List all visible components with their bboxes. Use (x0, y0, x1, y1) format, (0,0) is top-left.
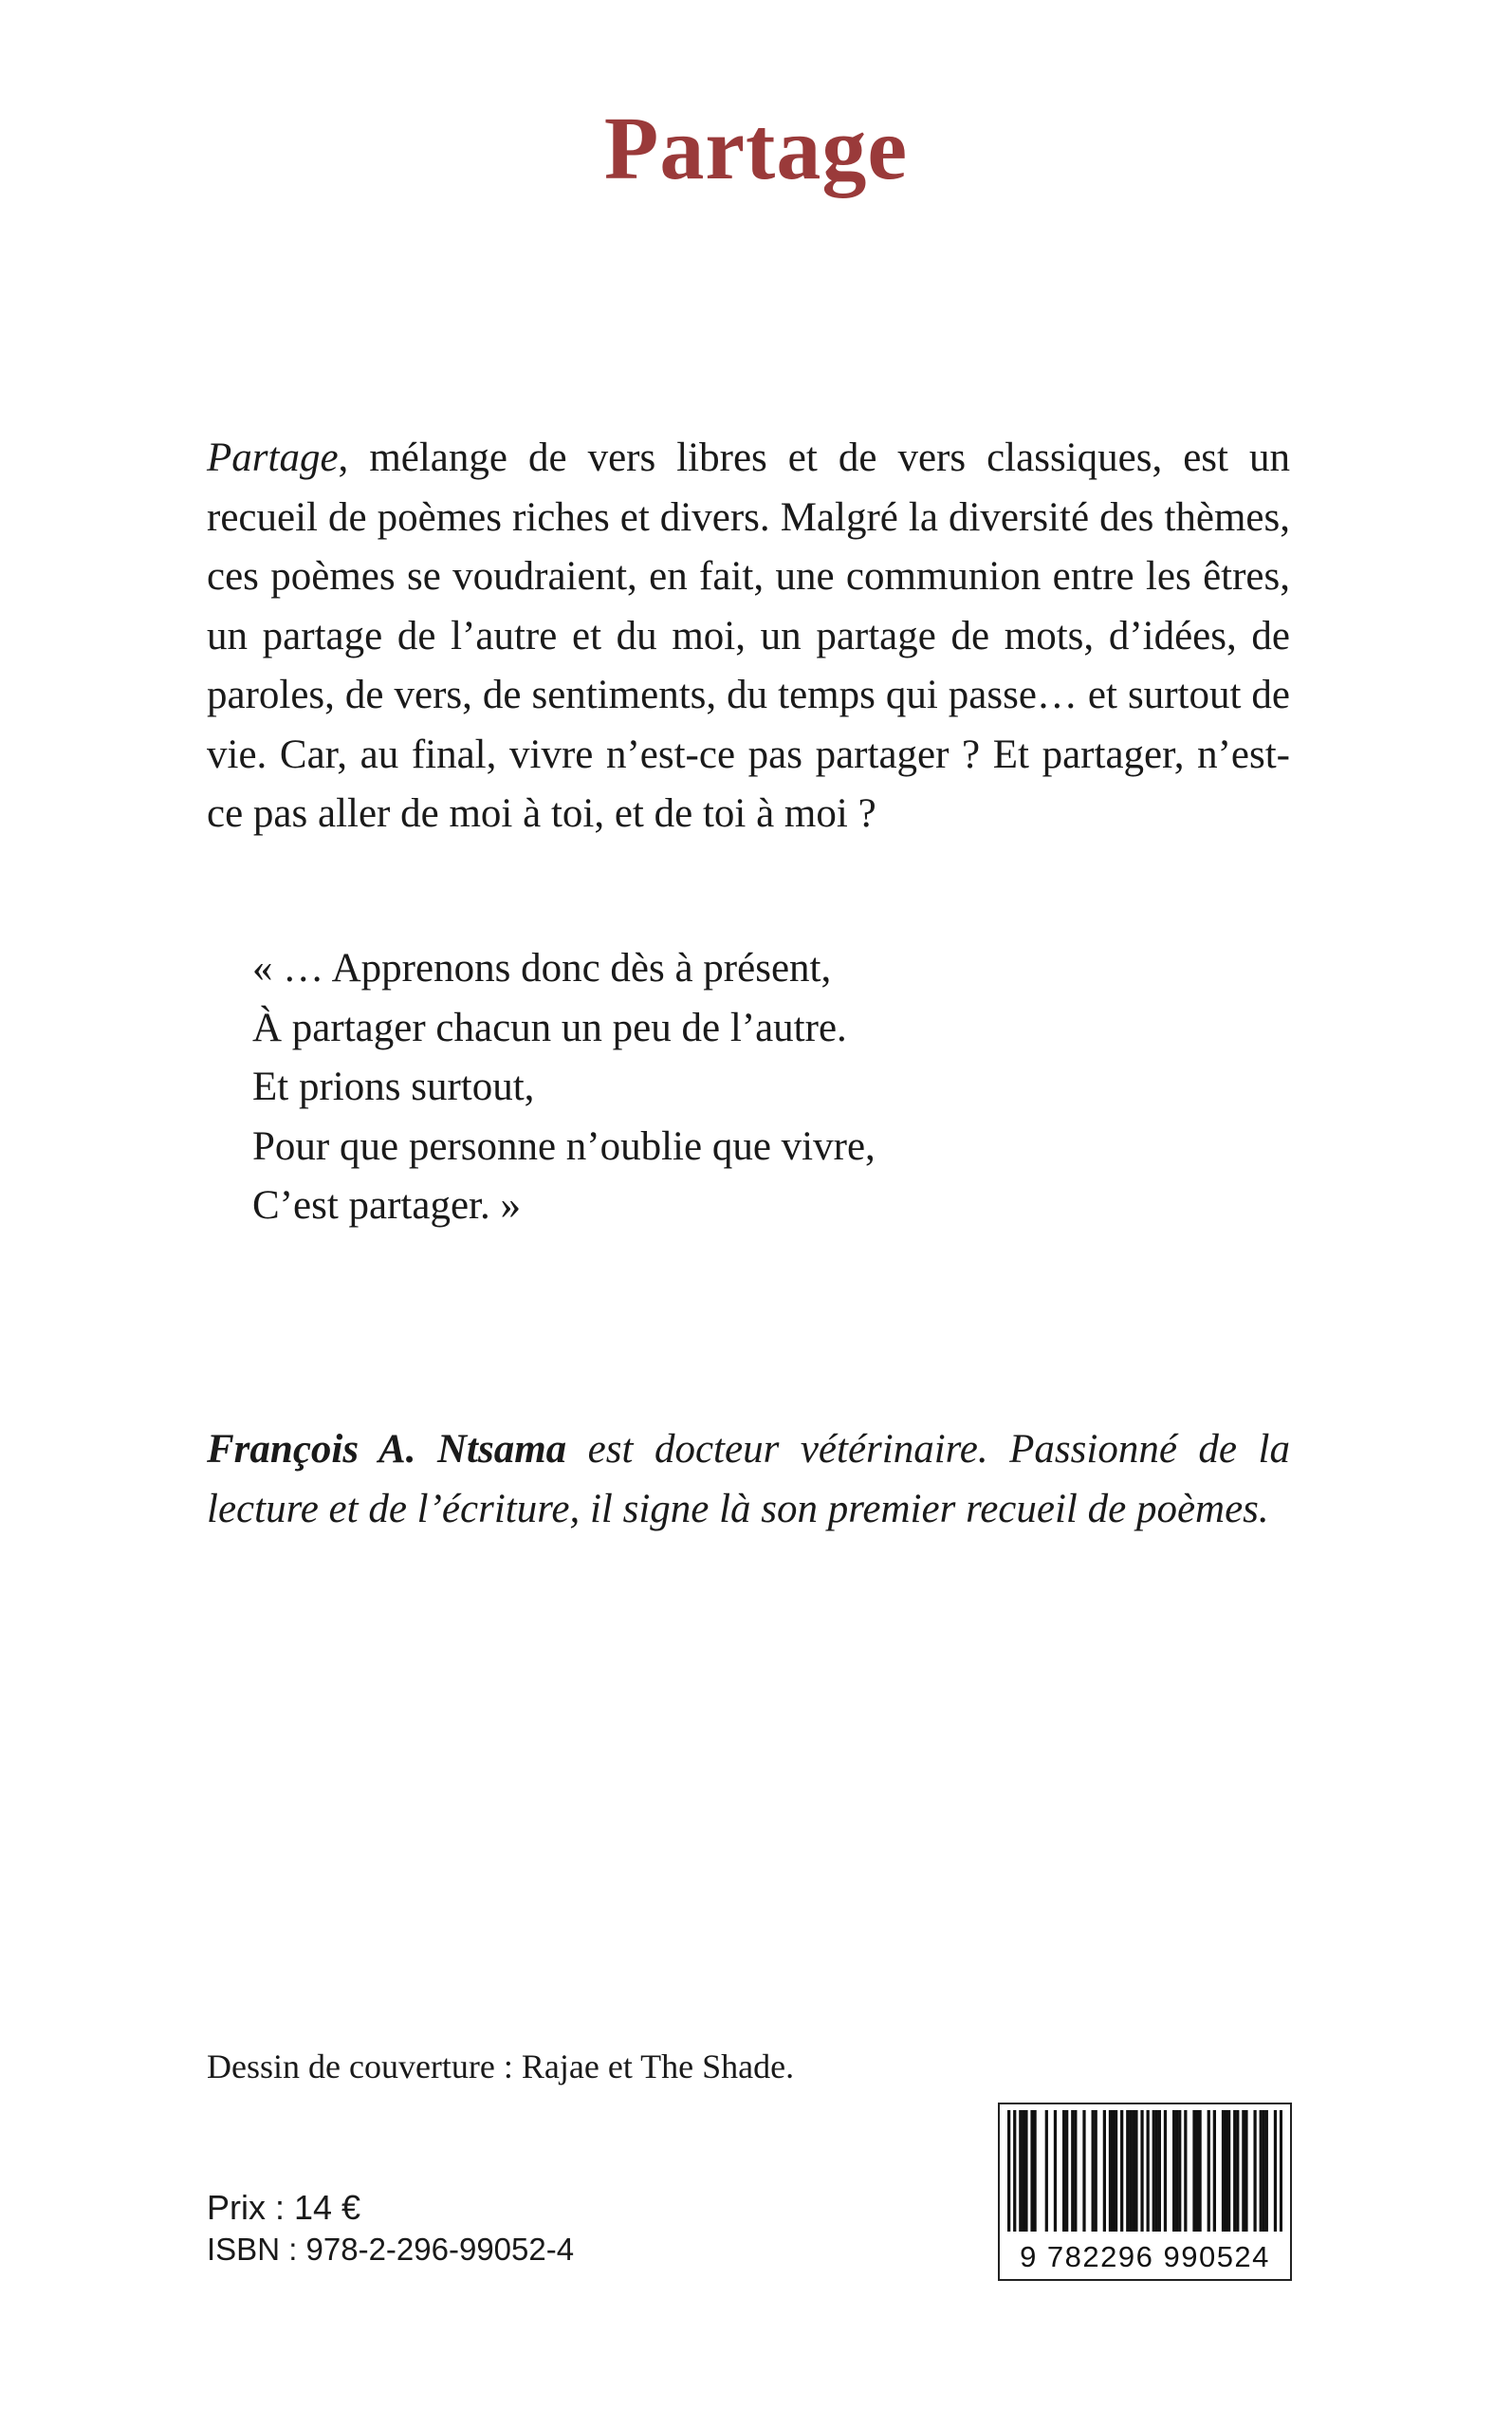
barcode-bar (1109, 2110, 1112, 2232)
barcode-bar (1054, 2110, 1057, 2232)
book-description-text: , mélange de vers libres et de vers classiques, est un recueil de poèmes riches et divers. Malgré la diversité des thèmes, ces poèmes se voudraient, en fait, une communion entre les êtres, un partage de l’autre et du moi, un partage de mots, d’idées, de paroles, de vers, de sentiments, du temps qui passe… et surtout de vie. Car, au final, vivre n’est-ce pas partager ? Et partager, n’est-ce pas aller de moi à toi, et de toi à moi ? (207, 435, 1290, 836)
barcode-bar (1062, 2110, 1065, 2232)
book-description (207, 429, 1290, 844)
barcode-bar (1092, 2110, 1095, 2232)
barcode-bar (1065, 2110, 1068, 2232)
barcode-bar (1013, 2110, 1016, 2232)
barcode-bar (1103, 2110, 1106, 2232)
barcode-bar (1134, 2110, 1137, 2232)
barcode-bar (1253, 2110, 1256, 2232)
barcode-bar (1074, 2110, 1077, 2232)
barcode-bar (1274, 2110, 1277, 2232)
barcode-bar (1178, 2110, 1181, 2232)
isbn-label: ISBN : 978-2-296-99052-4 (207, 2232, 575, 2267)
poem-line: C’est partager. » (252, 1183, 521, 1228)
barcode-bar (1129, 2110, 1132, 2232)
book-description-lead: Partage (207, 435, 339, 480)
barcode-bar (1030, 2110, 1033, 2232)
poem-line: « … Apprenons donc dès à présent, (252, 946, 832, 991)
barcode-bar (1265, 2110, 1268, 2232)
barcode-bar (1245, 2110, 1247, 2232)
barcode-bar (1222, 2110, 1225, 2232)
barcode-bar (1260, 2110, 1263, 2232)
barcode-bar (1198, 2110, 1201, 2232)
barcode-bar (1132, 2110, 1134, 2232)
barcode-bar (1280, 2110, 1282, 2232)
barcode-bar (1071, 2110, 1074, 2232)
barcode-bar (1225, 2110, 1227, 2232)
book-title: Partage (603, 100, 909, 198)
author-bio (207, 1419, 1290, 1539)
barcode-digits: 9 782296 990524 (1020, 2240, 1270, 2273)
poem-line: À partager chacun un peu de l’autre. (252, 1005, 847, 1050)
barcode-bar (1019, 2110, 1022, 2232)
barcode-bar (1192, 2110, 1195, 2232)
barcode-bar (1208, 2110, 1210, 2232)
barcode-bar (1024, 2110, 1027, 2232)
barcode-bar (1033, 2110, 1036, 2232)
barcode-bar (1126, 2110, 1129, 2232)
barcode-bar (1022, 2110, 1024, 2232)
barcode-bar (1147, 2110, 1150, 2232)
barcode-bar (1120, 2110, 1123, 2232)
barcode-bar (1195, 2110, 1198, 2232)
barcode-bar (1184, 2110, 1187, 2232)
barcode-bar (1233, 2110, 1236, 2232)
cover-credit: Dessin de couverture : Rajae et The Shade. (207, 2048, 795, 2085)
barcode-bar (1158, 2110, 1161, 2232)
barcode-bar (1172, 2110, 1175, 2232)
barcode-bar (1242, 2110, 1245, 2232)
barcode-bar (1155, 2110, 1158, 2232)
barcode-bar (1095, 2110, 1097, 2232)
barcode-bar (1140, 2110, 1143, 2232)
barcode-bar (1227, 2110, 1230, 2232)
barcode-bar (1112, 2110, 1115, 2232)
author-bio-text: est docteur vétérinaire. Passionné de la lecture et de l’écriture, il signe là son premier recueil de poèmes. (207, 1427, 1290, 1531)
isbn-barcode (998, 2103, 1292, 2281)
barcode-bar (1175, 2110, 1178, 2232)
price-label: Prix : 14 € (207, 2188, 361, 2227)
barcode-bar (1213, 2110, 1216, 2232)
poem-line: Pour que personne n’oublie que vivre, (252, 1123, 876, 1169)
poem-excerpt (252, 939, 876, 1236)
barcode-bar (1263, 2110, 1265, 2232)
barcode-bars (1007, 2110, 1282, 2232)
poem-line: Et prions surtout, (252, 1065, 535, 1109)
barcode-bar (1007, 2110, 1010, 2232)
barcode-bar (1082, 2110, 1085, 2232)
author-name: François A. Ntsama (207, 1427, 567, 1472)
barcode-bar (1236, 2110, 1239, 2232)
barcode-bar (1164, 2110, 1167, 2232)
barcode-bar (1045, 2110, 1048, 2232)
barcode-bar (1115, 2110, 1117, 2232)
barcode-bar (1152, 2110, 1155, 2232)
